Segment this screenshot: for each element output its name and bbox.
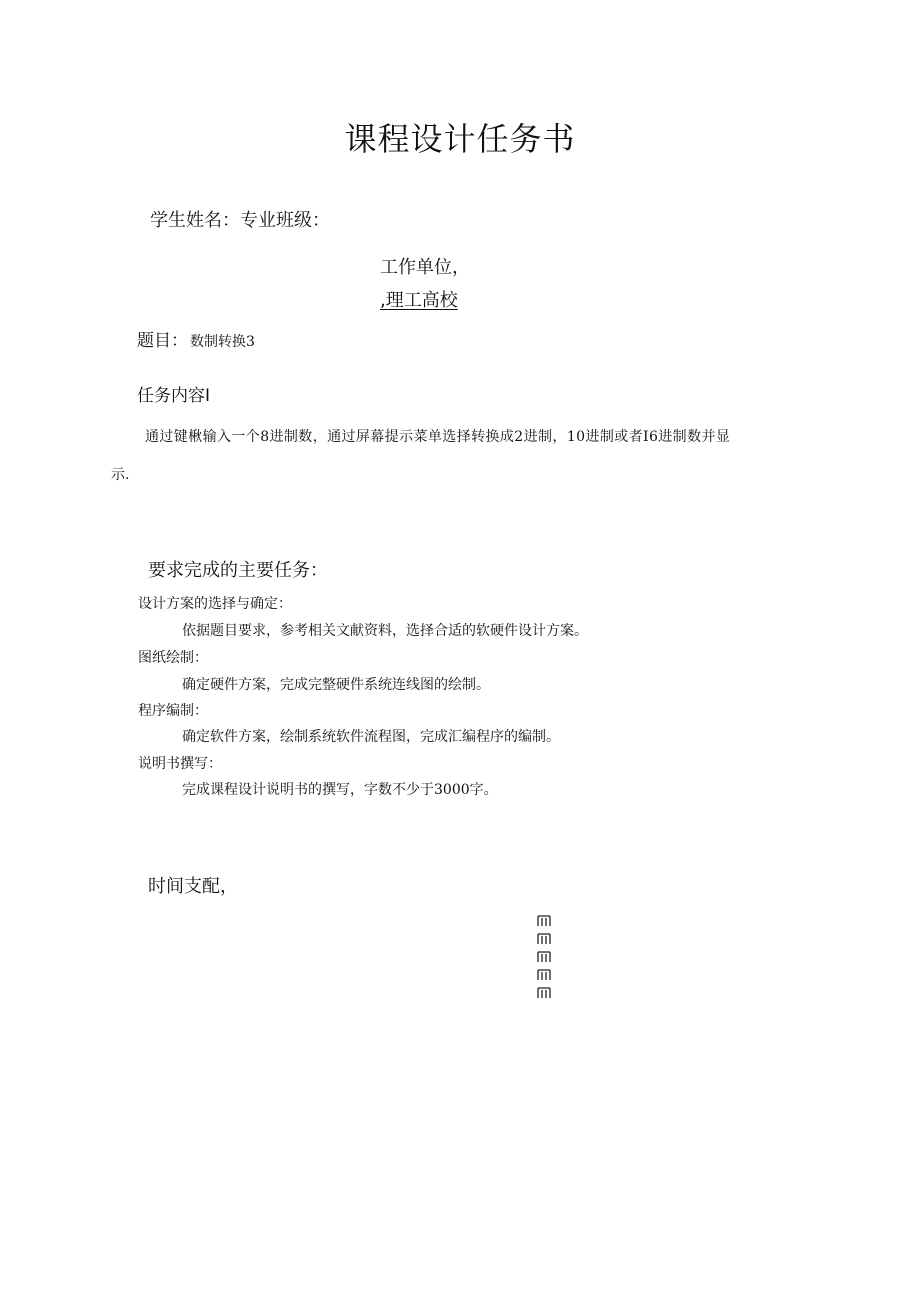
topic-label: 题目： [137,331,188,351]
item-label-drawing: 图纸绘制： [138,650,208,666]
item-label-design: 设计方案的选择与确定： [138,596,292,612]
item-desc-manual: 完成课程设计说明书的撰写，字数不少于3000字。 [182,782,498,798]
task-content-line-2: 示. [111,467,130,483]
school-name: ,理工高校 [380,290,458,311]
scan-mark-glyphs [534,912,556,1002]
item-desc-design: 依据题目要求，参考相关文献资料，选择合适的软硬件设计方案。 [182,623,588,639]
task-content-heading: 任务内容I [137,386,211,406]
main-tasks-heading: 要求完成的主要任务： [148,560,328,581]
item-desc-program: 确定软件方案，绘制系统软件流程图，完成汇编程序的编制。 [182,729,560,745]
item-desc-drawing: 确定硬件方案，完成完整硬件系统连线图的绘制。 [182,677,490,693]
item-label-manual: 说明书撰写： [138,756,222,772]
item-label-program: 程序编制： [138,703,208,719]
topic-row [137,326,255,351]
work-unit-label: 工作单位， [380,257,470,278]
topic-value: 数制转换3 [190,334,255,350]
student-info-line: 学生姓名：专业班级： [150,210,330,231]
time-arrangement-heading: 时间支配， [148,876,238,897]
task-content-line-1: 通过键楸输入一个8进制数，通过屏幕提示菜单选择转换成2进制，10进制或者I6进制数并显 [145,429,731,445]
document-title: 课程设计任务书 [344,120,576,158]
